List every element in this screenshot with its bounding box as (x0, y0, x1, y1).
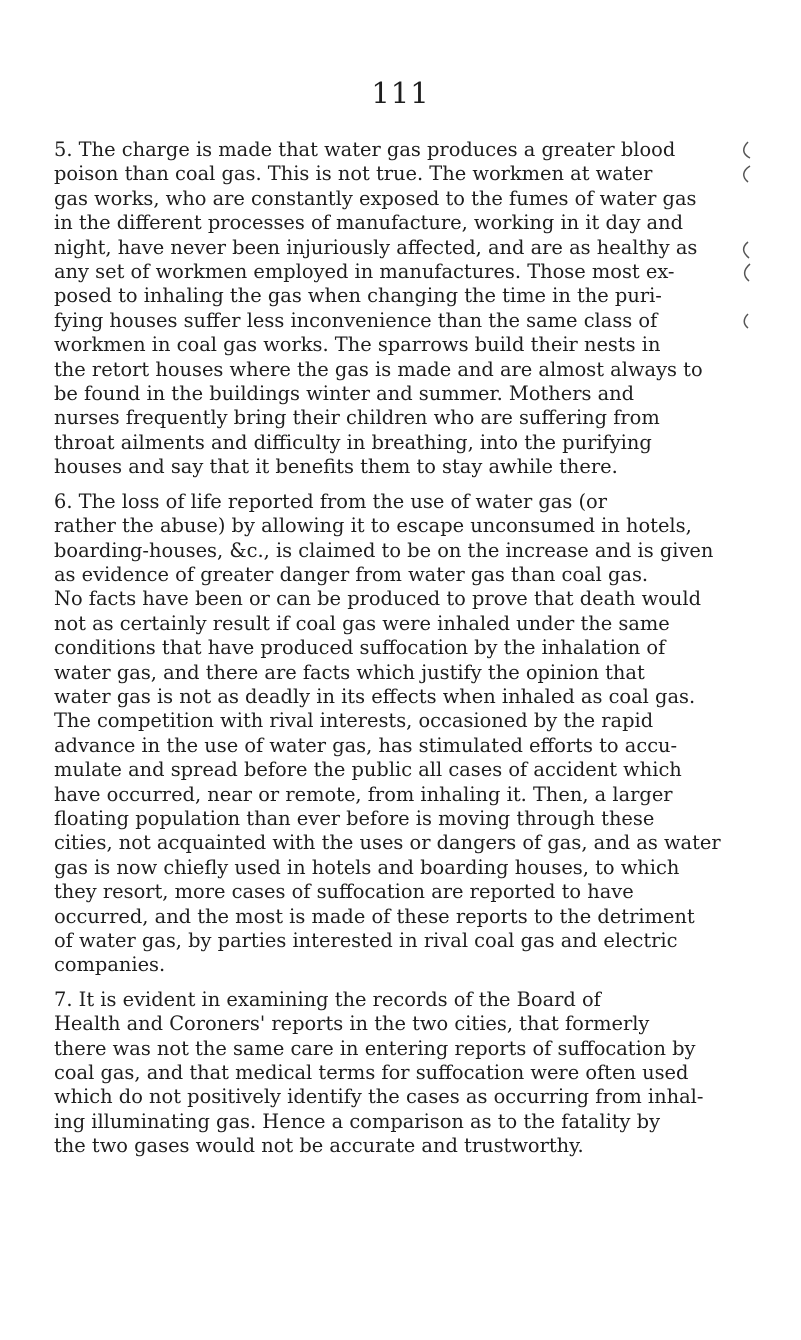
text-line: 6. The loss of life reported from the use of water gas (or (54, 489, 607, 513)
text-line: workmen in coal gas works. The sparrows build their nests in (54, 333, 661, 357)
text-line: conditions that have produced suffocation by the inhalation of (54, 636, 666, 660)
text-line: nurses frequently bring their children who are suffering from (54, 406, 660, 430)
text-line: companies. (54, 953, 166, 977)
text-line: gas works, who are constantly exposed to the fumes of water gas (54, 186, 697, 210)
margin-marks (740, 140, 760, 330)
text-line: any set of workmen employed in manufactures. Those most ex- (54, 260, 675, 284)
text-line: have occurred, near or remote, from inhaling it. Then, a larger (54, 782, 673, 806)
text-line: floating population than ever before is moving through these (54, 806, 655, 830)
body-text (54, 138, 740, 1169)
text-line: fying houses suffer less inconvenience than the same class of (54, 308, 658, 332)
paragraph-1 (54, 138, 740, 480)
text-line: throat ailments and difficulty in breathing, into the purifying (54, 430, 652, 454)
text-line: cities, not acquainted with the uses or dangers of gas, and as water (54, 831, 721, 855)
paragraph-2 (54, 490, 740, 978)
text-line: houses and say that it benefits them to stay awhile there. (54, 455, 618, 479)
text-line: occurred, and the most is made of these reports to the detriment (54, 904, 695, 928)
text-line: the retort houses where the gas is made and are almost always to (54, 357, 703, 381)
text-line: No facts have been or can be produced to prove that death would (54, 587, 702, 611)
text-line: there was not the same care in entering reports of suffocation by (54, 1036, 696, 1060)
text-line: as evidence of greater danger from water gas than coal gas. (54, 562, 649, 586)
text-line: night, have never been injuriously affected, and are as healthy as (54, 235, 698, 259)
paragraph-3 (54, 988, 740, 1159)
text-line: they resort, more cases of suffocation are reported to have (54, 880, 634, 904)
text-line: advance in the use of water gas, has stimulated efforts to accu- (54, 733, 678, 757)
text-line: water gas, and there are facts which justify the opinion that (54, 660, 645, 684)
text-line: which do not positively identify the cases as occurring from inhal- (54, 1085, 704, 1109)
text-line: 5. The charge is made that water gas produces a greater blood (54, 138, 676, 161)
text-line: coal gas, and that medical terms for suffocation were often used (54, 1061, 689, 1085)
text-line: posed to inhaling the gas when changing the time in the puri- (54, 284, 662, 308)
text-line: poison than coal gas. This is not true. The workmen at water (54, 162, 653, 186)
text-line: of water gas, by parties interested in rival coal gas and electric (54, 929, 678, 952)
text-line: not as certainly result if coal gas were inhaled under the same (54, 611, 670, 635)
text-line: 7. It is evident in examining the records of the Board of (54, 987, 601, 1011)
text-line: The competition with rival interests, occasioned by the rapid (54, 709, 654, 733)
page-number: 111 (371, 76, 430, 110)
text-line: in the different processes of manufacture, working in it day and (54, 211, 684, 235)
text-line: boarding-houses, &c., is claimed to be on the increase and is given (54, 538, 714, 562)
text-line: rather the abuse) by allowing it to escape unconsumed in hotels, (54, 514, 692, 538)
text-line: Health and Coroners' reports in the two cities, that formerly (54, 1012, 650, 1036)
text-line: gas is now chiefly used in hotels and boarding houses, to which (54, 855, 680, 879)
text-line: water gas is not as deadly in its effects when inhaled as coal gas. (54, 684, 696, 708)
text-line: mulate and spread before the public all cases of accident which (54, 758, 682, 782)
text-line: ing illuminating gas. Hence a comparison as to the fatality by (54, 1109, 661, 1133)
text-line: be found in the buildings winter and summer. Mothers and (54, 382, 635, 406)
text-line: the two gases would not be accurate and trustworthy. (54, 1134, 584, 1158)
